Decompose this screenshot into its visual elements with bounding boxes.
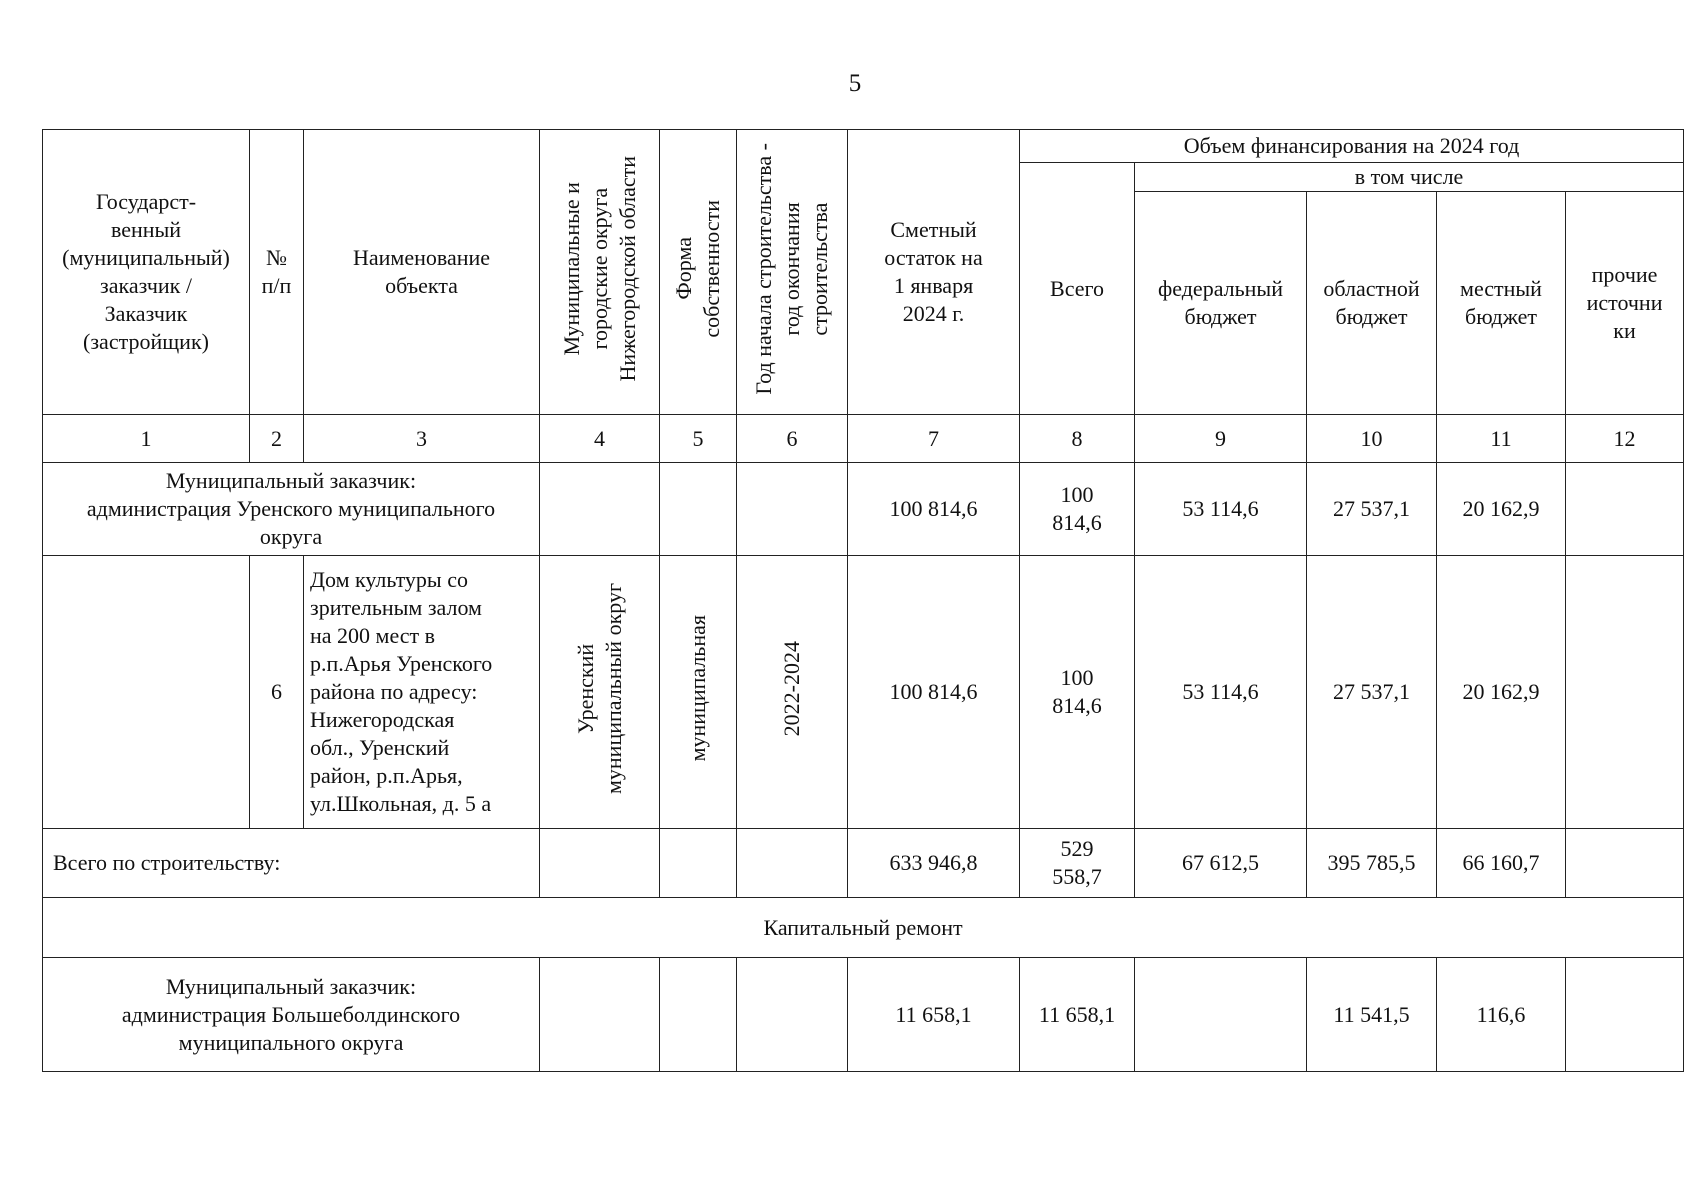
estimate-value: 100 814,6 bbox=[848, 556, 1020, 829]
page-number: 5 bbox=[848, 70, 862, 97]
customer-bolshoe-label: Муниципальный заказчик: администрация Большеболдинского муниципального округа bbox=[43, 958, 540, 1072]
column-number: 10 bbox=[1307, 415, 1437, 463]
empty-cell bbox=[540, 463, 660, 556]
column-number: 1 bbox=[43, 415, 250, 463]
header-ownership: Форма собственности bbox=[671, 199, 724, 338]
empty-cell bbox=[660, 463, 737, 556]
regional-value: 395 785,5 bbox=[1307, 829, 1437, 898]
table-row bbox=[43, 556, 1684, 829]
column-number: 5 bbox=[660, 415, 737, 463]
local-value: 20 162,9 bbox=[1437, 463, 1566, 556]
object-ownership: муниципальная bbox=[685, 615, 710, 762]
federal-value: 53 114,6 bbox=[1135, 556, 1307, 829]
total-value: 100 814,6 bbox=[1020, 556, 1135, 829]
empty-cell bbox=[1566, 829, 1684, 898]
construction-total-label: Всего по строительству: bbox=[43, 829, 540, 898]
local-value: 116,6 bbox=[1437, 958, 1566, 1072]
empty-cell bbox=[540, 829, 660, 898]
header-total: Всего bbox=[1020, 163, 1135, 415]
object-years-cell bbox=[737, 556, 848, 829]
section-capital-repair: Капитальный ремонт bbox=[43, 898, 1684, 958]
regional-value: 27 537,1 bbox=[1307, 463, 1437, 556]
estimate-value: 100 814,6 bbox=[848, 463, 1020, 556]
object-ownership-cell bbox=[660, 556, 737, 829]
total-value: 100 814,6 bbox=[1020, 463, 1135, 556]
column-number: 4 bbox=[540, 415, 660, 463]
header-object-name: Наименование объекта bbox=[304, 130, 540, 415]
header-customer: Государст- венный (муниципальный) заказчик / Заказчик (застройщик) bbox=[43, 130, 250, 415]
empty-cell bbox=[540, 958, 660, 1072]
header-municipal: Муниципальные и городские округа Нижегородской области bbox=[558, 155, 640, 382]
header-federal: федеральный бюджет bbox=[1135, 192, 1307, 415]
header-estimate: Сметный остаток на 1 января 2024 г. bbox=[848, 130, 1020, 415]
column-number: 8 bbox=[1020, 415, 1135, 463]
header-years-cell bbox=[737, 130, 848, 415]
header-other: прочие источни ки bbox=[1566, 192, 1684, 415]
regional-value: 11 541,5 bbox=[1307, 958, 1437, 1072]
regional-value: 27 537,1 bbox=[1307, 556, 1437, 829]
empty-cell bbox=[1135, 958, 1307, 1072]
column-number: 9 bbox=[1135, 415, 1307, 463]
header-ownership-cell bbox=[660, 130, 737, 415]
table-row bbox=[43, 829, 1684, 898]
column-number: 12 bbox=[1566, 415, 1684, 463]
empty-cell bbox=[737, 958, 848, 1072]
customer-uren-label: Муниципальный заказчик: администрация Уренского муниципального округа bbox=[43, 463, 540, 556]
header-regional: областной бюджет bbox=[1307, 192, 1437, 415]
empty-cell bbox=[1566, 556, 1684, 829]
column-number: 6 bbox=[737, 415, 848, 463]
empty-cell bbox=[737, 829, 848, 898]
local-value: 66 160,7 bbox=[1437, 829, 1566, 898]
column-number: 11 bbox=[1437, 415, 1566, 463]
table-row bbox=[43, 958, 1684, 1072]
estimate-value: 633 946,8 bbox=[848, 829, 1020, 898]
empty-cell bbox=[43, 556, 250, 829]
object-number: 6 bbox=[250, 556, 304, 829]
header-local: местный бюджет bbox=[1437, 192, 1566, 415]
header-years: Год начала строительства - год окончания строительства bbox=[751, 142, 832, 395]
object-municipal: Уренский муниципальный округ bbox=[572, 582, 626, 794]
estimate-value: 11 658,1 bbox=[848, 958, 1020, 1072]
header-including: в том числе bbox=[1135, 163, 1684, 192]
federal-value: 53 114,6 bbox=[1135, 463, 1307, 556]
total-value: 11 658,1 bbox=[1020, 958, 1135, 1072]
empty-cell bbox=[660, 829, 737, 898]
column-number: 3 bbox=[304, 415, 540, 463]
federal-value: 67 612,5 bbox=[1135, 829, 1307, 898]
local-value: 20 162,9 bbox=[1437, 556, 1566, 829]
object-name: Дом культуры со зрительным залом на 200 мест в р.п.Арья Уренского района по адресу: Нижегородская обл., Уренский район, р.п.Арья, ул.Школьная, д. 5 а bbox=[304, 556, 540, 829]
total-value: 529 558,7 bbox=[1020, 829, 1135, 898]
column-number: 2 bbox=[250, 415, 304, 463]
column-number-row bbox=[43, 415, 1684, 463]
empty-cell bbox=[1566, 958, 1684, 1072]
financing-table bbox=[42, 129, 1684, 1072]
header-funding-title: Объем финансирования на 2024 год bbox=[1020, 130, 1684, 163]
section-row bbox=[43, 898, 1684, 958]
empty-cell bbox=[660, 958, 737, 1072]
header-number: № п/п bbox=[250, 130, 304, 415]
header-municipal-cell bbox=[540, 130, 660, 415]
empty-cell bbox=[1566, 463, 1684, 556]
object-years: 2022-2024 bbox=[779, 640, 804, 737]
table-row bbox=[43, 463, 1684, 556]
empty-cell bbox=[737, 463, 848, 556]
column-number: 7 bbox=[848, 415, 1020, 463]
object-municipal-cell bbox=[540, 556, 660, 829]
